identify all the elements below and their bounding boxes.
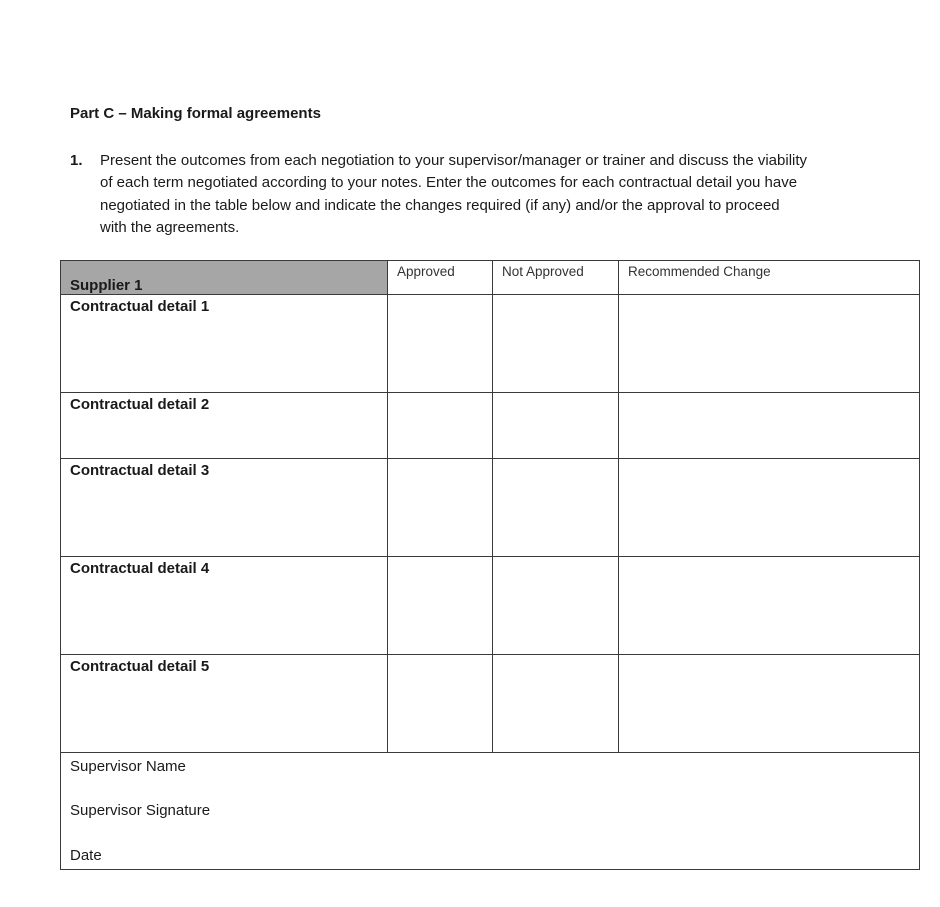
- cell-recommended-change-5[interactable]: [619, 655, 920, 753]
- cell-not-approved-3[interactable]: [493, 459, 619, 557]
- column-header-approved: Approved: [388, 261, 493, 295]
- cell-approved-2[interactable]: [388, 393, 493, 459]
- cell-recommended-change-3[interactable]: [619, 459, 920, 557]
- row-label-contractual-detail-5: Contractual detail 5: [61, 655, 388, 753]
- outcomes-table: [60, 260, 920, 870]
- cell-recommended-change-4[interactable]: [619, 557, 920, 655]
- cell-approved-4[interactable]: [388, 557, 493, 655]
- cell-not-approved-5[interactable]: [493, 655, 619, 753]
- cell-recommended-change-1[interactable]: [619, 295, 920, 393]
- cell-recommended-change-2[interactable]: [619, 393, 920, 459]
- supervisor-name-label: Supervisor Name: [70, 758, 186, 775]
- signoff-row: [61, 753, 920, 870]
- column-header-not-approved: Not Approved: [493, 261, 619, 295]
- supplier-header: Supplier 1: [61, 261, 388, 295]
- supervisor-signature-label: Supervisor Signature: [70, 802, 211, 820]
- column-header-recommended-change: Recommended Change: [619, 261, 920, 295]
- cell-not-approved-1[interactable]: [493, 295, 619, 393]
- cell-approved-3[interactable]: [388, 459, 493, 557]
- cell-approved-1[interactable]: [388, 295, 493, 393]
- signoff-cell[interactable]: [61, 753, 920, 870]
- cell-approved-5[interactable]: [388, 655, 493, 753]
- question-number: 1.: [70, 152, 83, 169]
- date-label: Date: [70, 846, 102, 864]
- cell-not-approved-2[interactable]: [493, 393, 619, 459]
- table-row: [61, 557, 920, 655]
- table-header-row: [61, 261, 920, 295]
- table-row: [61, 459, 920, 557]
- row-label-contractual-detail-1: Contractual detail 1: [61, 295, 388, 393]
- row-label-contractual-detail-2: Contractual detail 2: [61, 393, 388, 459]
- row-label-contractual-detail-4: Contractual detail 4: [61, 557, 388, 655]
- cell-not-approved-4[interactable]: [493, 557, 619, 655]
- table-row: [61, 393, 920, 459]
- question-text: Present the outcomes from each negotiation to your supervisor/manager or trainer and discuss the viability of each term negotiated according to your notes. Enter the outcomes for each contractual detail you have negotiated in the table below and indicate the changes required (if any) and/or the approval to proceed with the agreements.: [100, 152, 808, 236]
- row-label-contractual-detail-3: Contractual detail 3: [61, 459, 388, 557]
- table-row: [61, 295, 920, 393]
- question-1: [70, 150, 810, 239]
- table-row: [61, 655, 920, 753]
- section-heading: Part C – Making formal agreements: [70, 105, 321, 122]
